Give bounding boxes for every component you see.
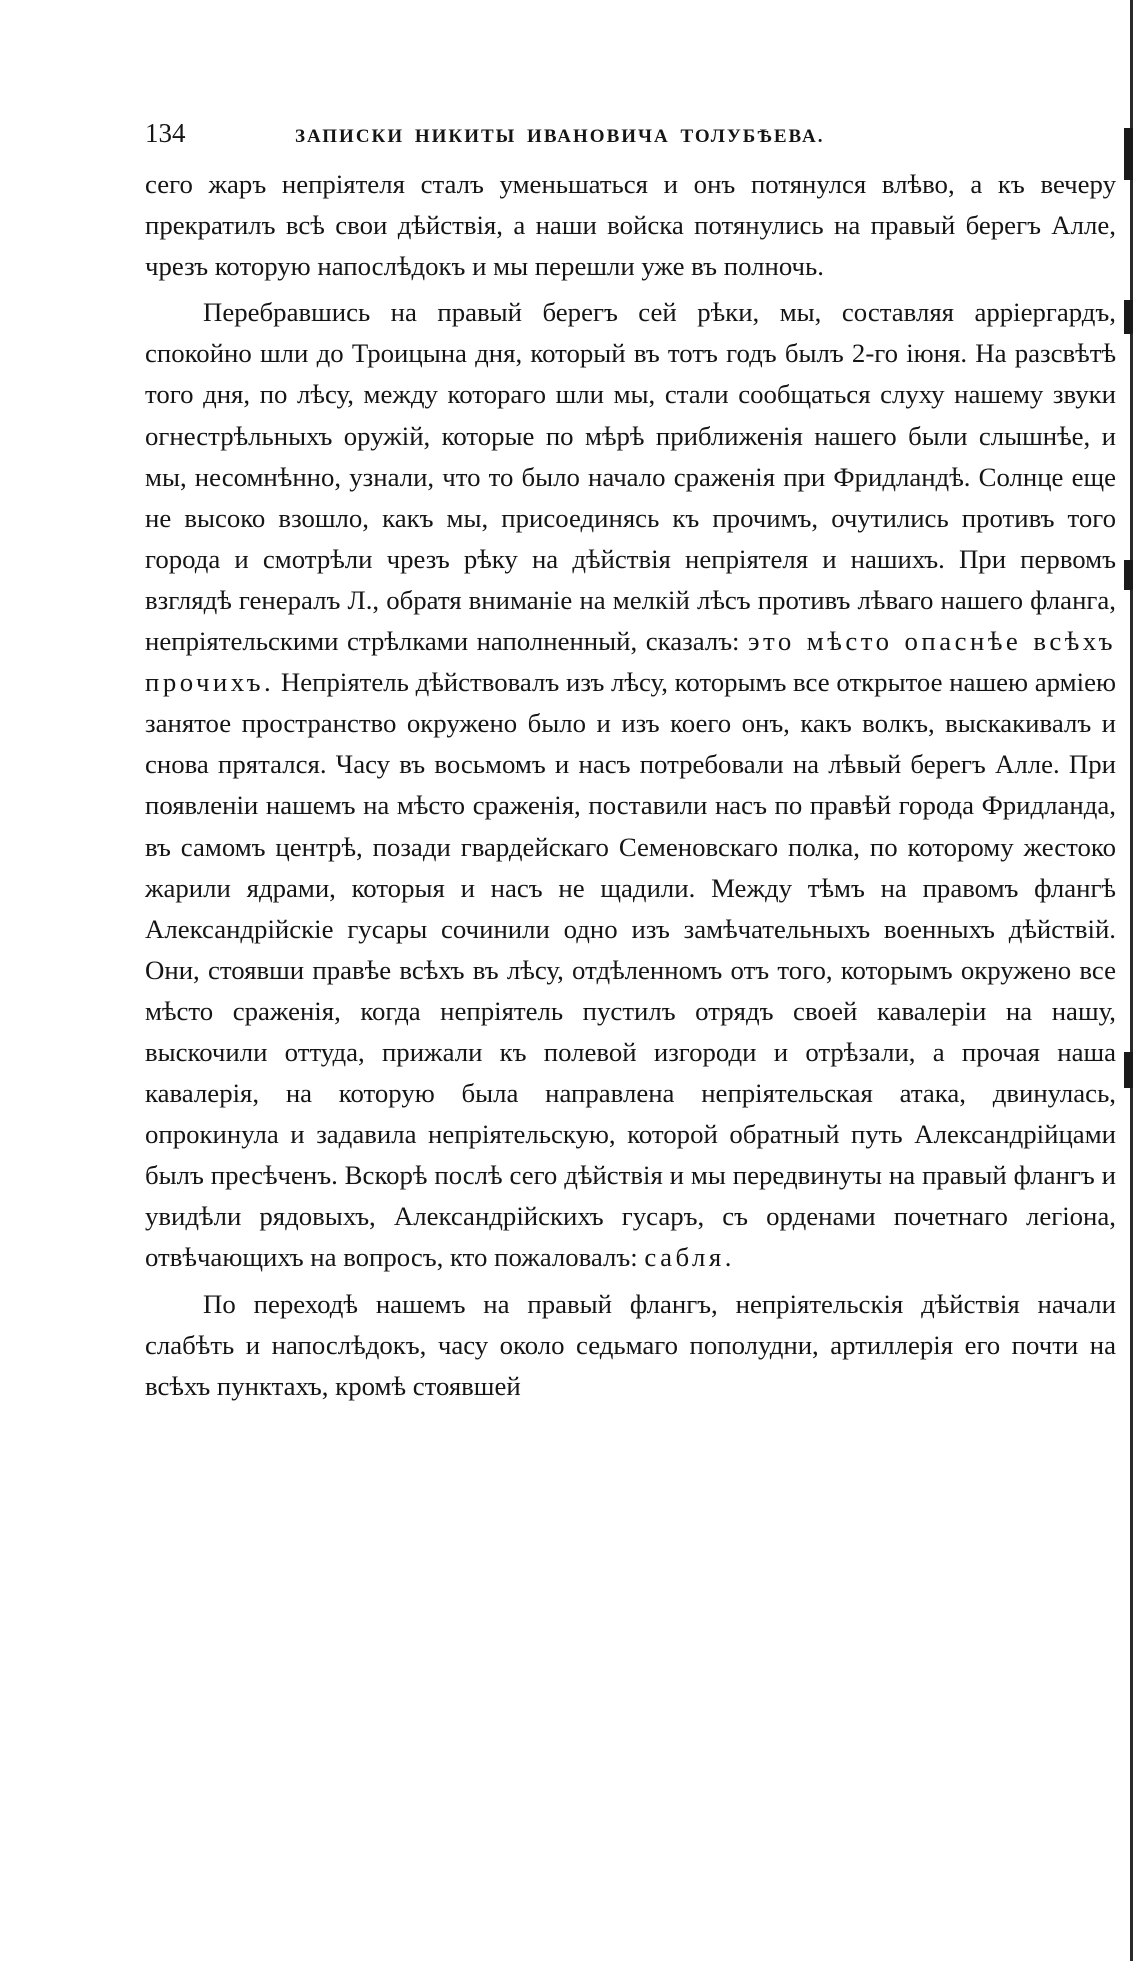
running-title: ЗАПИСКИ НИКИТЫ ИВАНОВИЧА ТОЛУБѢЕВА. — [295, 126, 825, 147]
page-edge-mark — [1124, 560, 1133, 590]
running-head — [145, 118, 1116, 164]
page-edge-mark — [1124, 128, 1133, 180]
quoted-answer: сабля. — [644, 1242, 735, 1273]
paragraph-text: Непріятель дѣйствовалъ изъ лѣсу, которымъ все открытое нашею арміею занятое пространство окружено было и изъ коего онъ, какъ волкъ, выскакивалъ и снова прятался. Часу въ восьмомъ и насъ потребовали на лѣвый берегъ Алле. При появленіи нашемъ на мѣсто сраженія, поставили насъ по правѣй города Фридланда, въ самомъ центрѣ, позади гвардейскаго Семеновскаго полка, по которому жестоко жарили ядрами, которыя и насъ не щадили. Между тѣмъ на правомъ флангѣ Александрійскіе гусары сочинили одно изъ замѣчательныхъ военныхъ дѣйствій. Они, стоявши правѣе всѣхъ въ лѣсу, отдѣленномъ отъ того, которымъ окружено все мѣсто сраженія, когда непріятель пустилъ отрядъ своей кавалеріи на нашу, выскочили оттуда, прижали къ полевой изгороди и отрѣзали, а прочая наша кавалерія, на которую была направлена непріятельская атака, двинулась, опрокинула и задавила непріятельскую, которой обратный путь Александрійцами былъ пресѣченъ. Вскорѣ послѣ сего дѣйствія и мы передвинуты на правый флангъ и увидѣли рядовыхъ, Александрійскихъ гусаръ, съ орденами почетнаго легіона, отвѣчающихъ на вопросъ, кто пожаловалъ: — [145, 667, 1116, 1273]
page-edge-mark — [1124, 1052, 1133, 1088]
body-text — [145, 164, 1116, 1407]
quoted-remark: это мѣсто опаснѣе всѣхъ прочихъ. — [145, 626, 1116, 698]
book-page — [145, 118, 1116, 1412]
paragraph-continuation: сего жаръ непріятеля сталъ уменьшаться и онъ потянулся влѣво, а къ вечеру прекратилъ всѣ свои дѣйствія, а наши войска потянулись на правый берегъ Алле, чрезъ которую напослѣдокъ и мы перешли уже въ полночь. — [145, 169, 1116, 282]
paragraph-right-flank: По переходѣ нашемъ на правый флангъ, непріятельскія дѣйствія начали слабѣть и напослѣдокъ, часу около седьмаго пополудни, артиллерія его почти на всѣхъ пунктахъ, кромѣ стоявшей — [145, 1288, 1116, 1401]
page-edge-mark — [1124, 300, 1133, 334]
page-number: 134 — [145, 118, 186, 148]
paragraph-friedland — [145, 292, 1116, 1278]
paragraph-text: Перебравшись на правый берегъ сей рѣки, мы, составляя арріергардъ, спокойно шли до Троицына дня, который въ тотъ годъ былъ 2-го іюня. На разсвѣтѣ того дня, по лѣсу, между котораго шли мы, стали сообщаться слуху нашему звуки огнестрѣльныхъ оружій, которые по мѣрѣ приближенія нашего были слышнѣе, и мы, несомнѣнно, узнали, что то было начало сраженія при Фридландѣ. Солнце еще не высоко взошло, какъ мы, присоединясь къ прочимъ, очутились противъ того города и смотрѣли чрезъ рѣку на дѣйствія непріятеля и нашихъ. При первомъ взглядѣ генералъ Л., обратя вниманіе на мелкій лѣсъ противъ лѣваго нашего фланга, непріятельскими стрѣлками наполненный, сказалъ: — [145, 297, 1116, 657]
page-edge-line — [1130, 0, 1133, 1961]
